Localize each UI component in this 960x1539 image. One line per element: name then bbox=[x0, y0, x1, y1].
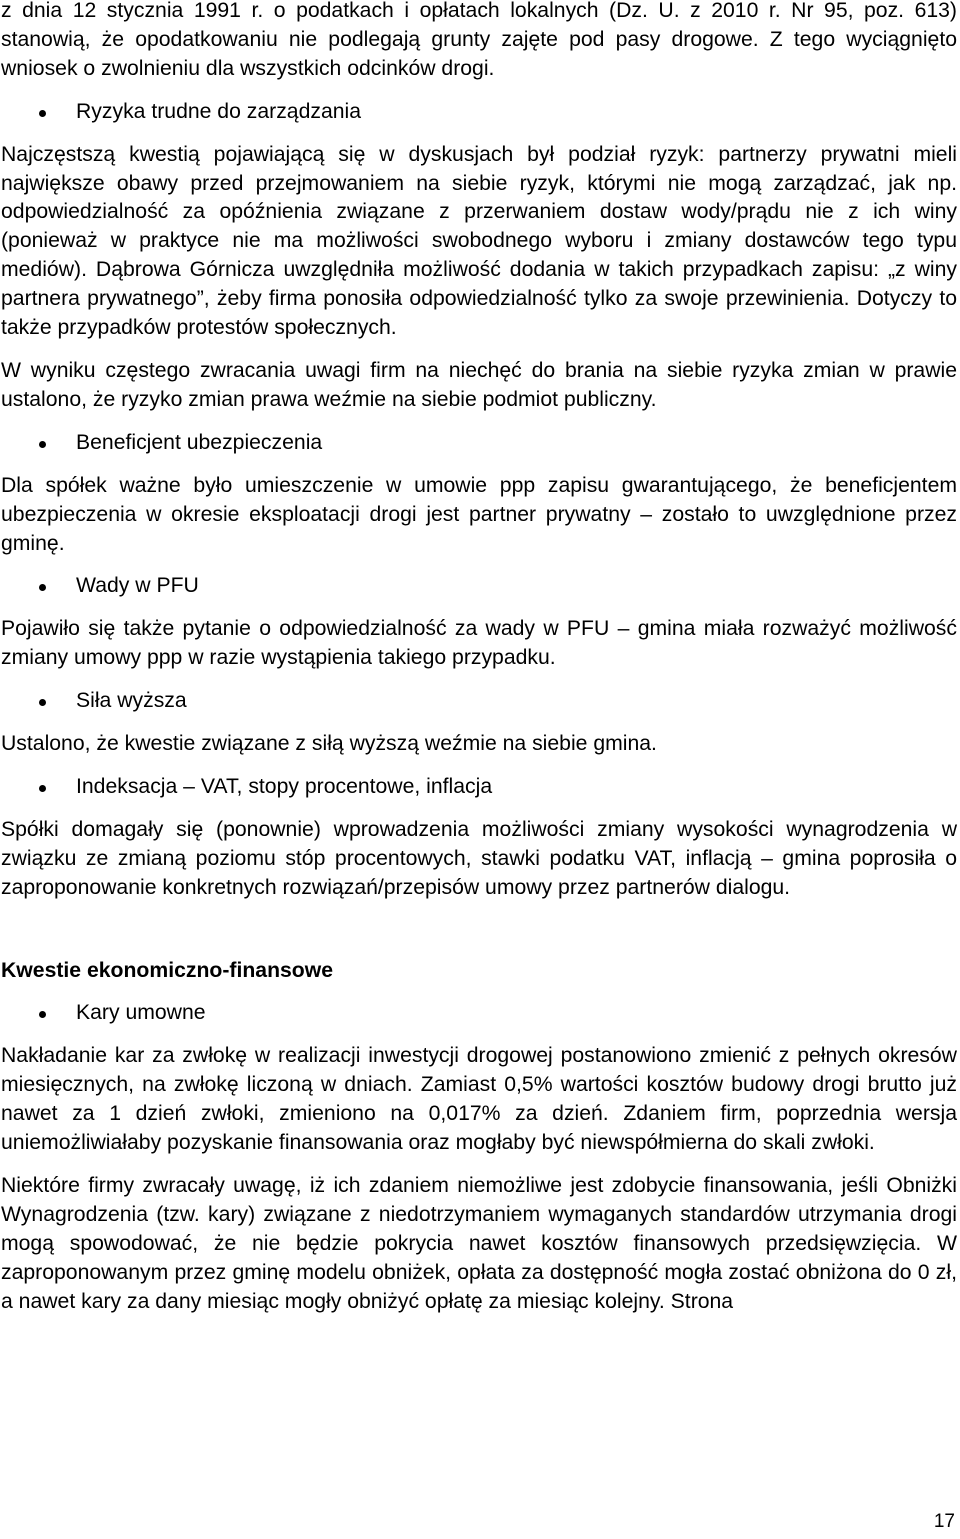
paragraph: Ustalono, że kwestie związane z siłą wyższą weźmie na siebie gmina. bbox=[1, 732, 657, 756]
bullet-item-label: Wady w PFU bbox=[76, 574, 199, 598]
paragraph: Spółki domagały się (ponownie) wprowadzenia możliwości zmiany wysokości wynagrodzenia w związku ze zmianą poziomu stóp procentowych, stawki podatku VAT, inflacją – gmina poprosiła o zaproponowanie konkretnych rozwiązań/przepisów umowy przez partnerów dialogu. bbox=[1, 817, 957, 899]
bullet-item bbox=[1, 999, 957, 1028]
bullet-item-label: Indeksacja – VAT, stopy procentowe, inflacja bbox=[76, 774, 493, 798]
section-heading: Kwestie ekonomiczno-finansowe bbox=[1, 958, 333, 982]
bullet-dot-icon bbox=[39, 785, 46, 792]
bullet-dot-icon bbox=[39, 441, 46, 448]
bullet-item bbox=[1, 429, 957, 458]
paragraph: Nakładanie kar za zwłokę w realizacji inwestycji drogowej postanowiono zmienić z pełnych okresów miesięcznych, na zwłokę liczoną w dniach. Zamiast 0,5% wartości kosztów budowy drogi brutto już nawet za 1 dzień zwłoki, zmieniono na 0,017% za dzień. Zdaniem firm, poprzednia wersja uniemożliwiałaby pozyskanie finansowania oraz mogłaby być niewspółmierna do skali zwłoki. bbox=[1, 1044, 957, 1155]
section-spacer bbox=[1, 917, 957, 957]
bullet-dot-icon bbox=[39, 1011, 46, 1018]
bullet-item-label: Ryzyka trudne do zarządzania bbox=[76, 99, 362, 123]
page-number: 17 bbox=[933, 1511, 955, 1532]
document-body bbox=[1, 0, 957, 1331]
paragraph: Dla spółek ważne było umieszczenie w umowie ppp zapisu gwarantującego, że beneficjentem ubezpieczenia w okresie eksploatacji drogi jest partner prywatny – zostało to uwzględnione przez gminę. bbox=[1, 473, 957, 555]
bullet-dot-icon bbox=[39, 110, 46, 117]
bullet-item-label: Beneficjent ubezpieczenia bbox=[76, 430, 323, 454]
paragraph: W wyniku częstego zwracania uwagi firm na niechęć do brania na siebie ryzyka zmian w prawie ustalono, że ryzyko zmian prawa weźmie na siebie podmiot publiczny. bbox=[1, 358, 957, 411]
bullet-item bbox=[1, 773, 957, 802]
paragraph: z dnia 12 stycznia 1991 r. o podatkach i opłatach lokalnych (Dz. U. z 2010 r. Nr 95, poz. 613) stanowią, że opodatkowaniu nie podlegają grunty zajęte pod pasy drogowe. Z tego wyciągnięto wniosek o zwolnieniu dla wszystkich odcinków drogi. bbox=[1, 0, 957, 80]
bullet-dot-icon bbox=[39, 699, 46, 706]
paragraph: Niektóre firmy zwracały uwagę, iż ich zdaniem niemożliwe jest zdobycie finansowania, jeśli Obniżki Wynagrodzenia (tzw. kary) związane z niedotrzymaniem wymaganych standardów utrzymania drogi mogą spowodować, że nie będzie pokrycia nawet kosztów finansowych przedsięwzięcia. W zaproponowanym przez gminę modelu obniżek, opłata za dostępność mogła zostać obniżona do 0 zł, a nawet kary za dany miesiąc mogły obniżyć opłatę za miesiąc kolejny. Strona bbox=[1, 1174, 957, 1313]
bullet-item bbox=[1, 98, 957, 127]
bullet-item-label: Kary umowne bbox=[76, 1001, 206, 1025]
bullet-item bbox=[1, 687, 957, 716]
paragraph: Najczęstszą kwestią pojawiającą się w dyskusjach był podział ryzyk: partnerzy prywatni mieli największe obawy przed przejmowaniem na siebie ryzyk, którymi nie mogą zarządzać, jak np. odpowiedzialność za opóźnienia związane z przerwaniem dostaw wody/prądu nie z ich winy (ponieważ w praktyce nie ma możliwości swobodnego wyboru i zmiany dostawców tego typu mediów). Dąbrowa Górnicza uwzględniła możliwość dodania w takich przypadkach zapisu: „z winy partnera prywatnego”, żeby firma ponosiła odpowiedzialność tylko za swoje przewinienia. Dotyczy to także przypadków protestów społecznych. bbox=[1, 142, 957, 340]
bullet-item bbox=[1, 572, 957, 601]
paragraph: Pojawiło się także pytanie o odpowiedzialność za wady w PFU – gmina miała rozważyć możliwość zmiany umowy ppp w razie wystąpienia takiego przypadku. bbox=[1, 617, 957, 670]
bullet-item-label: Siła wyższa bbox=[76, 689, 187, 713]
bullet-dot-icon bbox=[39, 584, 46, 591]
